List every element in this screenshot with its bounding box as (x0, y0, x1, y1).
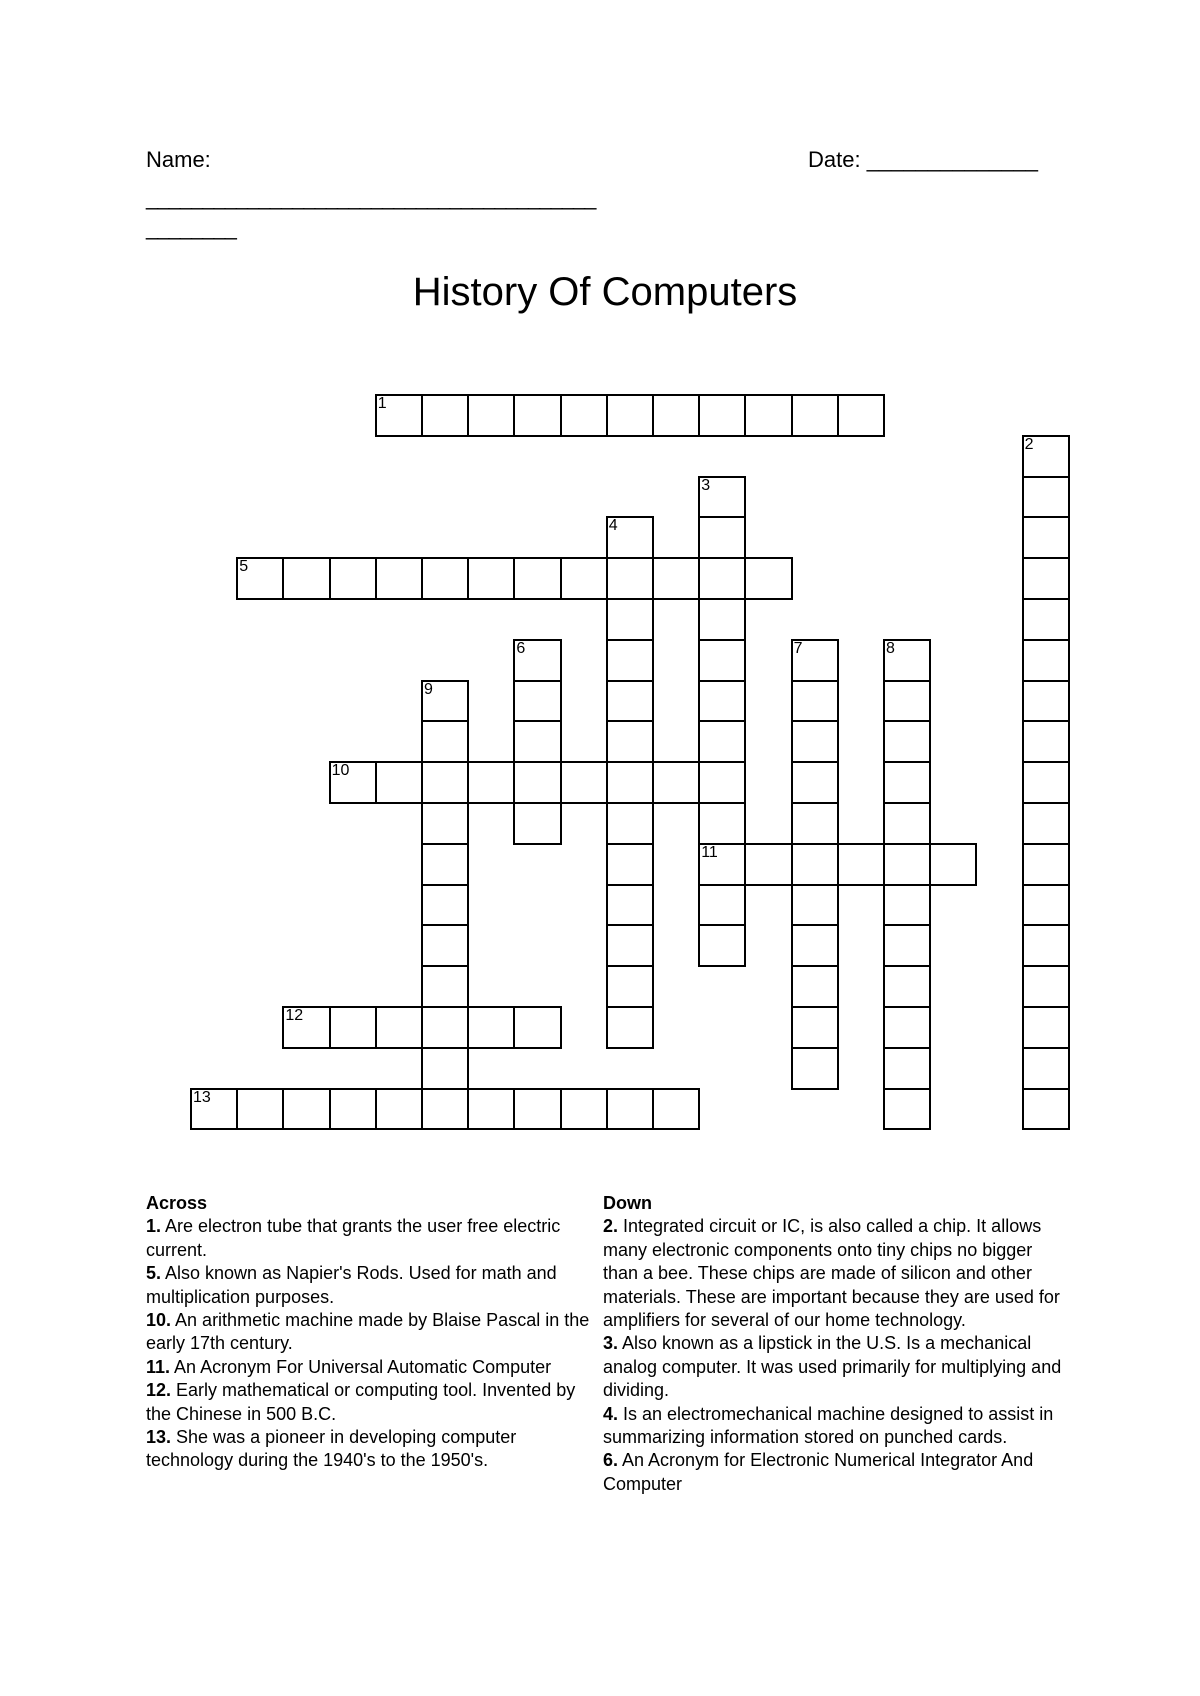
crossword-cell[interactable] (1022, 1006, 1070, 1049)
crossword-cell[interactable] (652, 761, 700, 804)
crossword-cell[interactable] (606, 394, 654, 437)
crossword-cell[interactable] (421, 720, 469, 763)
clue-number-label: 12 (285, 1007, 304, 1024)
across-clue (146, 1262, 602, 1309)
crossword-cell[interactable] (698, 639, 746, 682)
clue-number-label: 4 (608, 517, 618, 535)
clue-number-label: 2 (1024, 435, 1034, 453)
crossword-cell[interactable] (513, 720, 561, 763)
crossword-cell[interactable] (421, 884, 469, 927)
clue-text: She was a pioneer in developing computer technology during the 1940's to the 1950's. (146, 1427, 517, 1471)
clue-text: An Acronym for Electronic Numerical Integrator And Computer (603, 1450, 1034, 1494)
down-clue (603, 1449, 1063, 1496)
crossword-cell[interactable] (467, 394, 515, 437)
clue-number-label: 6 (516, 639, 526, 657)
crossword-cell[interactable] (513, 761, 561, 804)
crossword-cell[interactable] (883, 1088, 931, 1131)
crossword-cell[interactable] (791, 884, 839, 927)
crossword-cell[interactable] (883, 843, 931, 886)
across-clue (146, 1215, 602, 1262)
crossword-cell[interactable] (883, 965, 931, 1008)
clue-text: Also known as a lipstick in the U.S. Is a mechanical analog computer. It was used primarily for multiplying and dividing. (603, 1333, 1062, 1401)
crossword-cell[interactable] (837, 843, 885, 886)
down-clue (603, 1332, 1063, 1402)
crossword-cell[interactable] (421, 843, 469, 886)
crossword-cell[interactable] (791, 843, 839, 886)
crossword-cell[interactable] (883, 884, 931, 927)
crossword-cell[interactable] (606, 680, 654, 723)
crossword-cell[interactable] (883, 802, 931, 845)
down-clues (603, 1192, 1063, 1496)
crossword-cell[interactable] (421, 1006, 469, 1049)
crossword-cell[interactable] (652, 557, 700, 600)
crossword-cell[interactable] (421, 761, 469, 804)
crossword-cell[interactable] (698, 598, 746, 641)
crossword-cell[interactable] (606, 802, 654, 845)
clue-number: 13. (146, 1427, 172, 1448)
crossword-cell[interactable] (421, 394, 469, 437)
crossword-cell[interactable] (744, 394, 792, 437)
crossword-cell[interactable] (329, 557, 377, 600)
clue-number-label: 7 (793, 639, 803, 657)
crossword-cell[interactable] (837, 394, 885, 437)
crossword-cell[interactable] (698, 802, 746, 845)
crossword-cell[interactable] (883, 639, 931, 682)
crossword-cell[interactable] (1022, 680, 1070, 723)
crossword-cell[interactable] (421, 1047, 469, 1090)
clue-text: Integrated circuit or IC, is also called a chip. It allows many electronic components onto tiny chips no bigger than a bee. These chips are made of silicon and other materials. These are important because they are used for amplifiers for several of our home technology. (603, 1216, 1060, 1331)
crossword-cell[interactable] (606, 639, 654, 682)
crossword-cell[interactable] (375, 1006, 423, 1049)
crossword-cell[interactable] (606, 720, 654, 763)
crossword-cell[interactable] (698, 557, 746, 600)
clue-number: 12. (146, 1380, 172, 1401)
crossword-cell[interactable] (791, 1047, 839, 1090)
clue-number-label: 10 (331, 762, 350, 780)
crossword-cell[interactable] (606, 843, 654, 886)
crossword-cell[interactable] (698, 394, 746, 437)
crossword-cell[interactable] (883, 1047, 931, 1090)
crossword-cell[interactable] (791, 802, 839, 845)
clue-number: 4. (603, 1403, 619, 1424)
crossword-cell[interactable] (375, 1088, 423, 1131)
clue-text: An arithmetic machine made by Blaise Pascal in the early 17th century. (146, 1310, 590, 1354)
crossword-cell[interactable] (513, 680, 561, 723)
across-heading: Across (146, 1193, 208, 1213)
crossword-cell[interactable] (421, 965, 469, 1008)
crossword-cell[interactable] (606, 557, 654, 600)
across-clue (146, 1356, 602, 1379)
crossword-cell[interactable] (791, 965, 839, 1008)
clue-text: An Acronym For Universal Automatic Computer (170, 1356, 552, 1377)
across-clues (146, 1192, 602, 1473)
crossword-cell[interactable] (698, 843, 746, 886)
crossword-cell[interactable] (1022, 924, 1070, 967)
crossword-cell[interactable] (1022, 557, 1070, 600)
crossword-cell[interactable] (513, 1088, 561, 1131)
crossword-cell[interactable] (606, 598, 654, 641)
crossword-cell[interactable] (791, 924, 839, 967)
crossword-cell[interactable] (1022, 720, 1070, 763)
down-heading: Down (603, 1193, 652, 1213)
crossword-cell[interactable] (329, 1088, 377, 1131)
clue-number: 5. (146, 1263, 162, 1284)
crossword-cell[interactable] (1022, 598, 1070, 641)
crossword-cell[interactable] (883, 1006, 931, 1049)
crossword-cell[interactable] (513, 394, 561, 437)
crossword-cell[interactable] (883, 761, 931, 804)
clue-text: Early mathematical or computing tool. Invented by the Chinese in 500 B.C. (146, 1380, 576, 1424)
crossword-cell[interactable] (929, 843, 977, 886)
crossword-cell[interactable] (467, 1006, 515, 1049)
crossword-cell[interactable] (282, 1006, 330, 1049)
crossword-cell[interactable] (560, 1088, 608, 1131)
clue-number-label: 11 (701, 843, 718, 861)
crossword-cell[interactable] (1022, 639, 1070, 682)
date-label: Date: ______________ (808, 147, 1038, 172)
crossword-cell[interactable] (560, 394, 608, 437)
crossword-cell[interactable] (883, 924, 931, 967)
crossword-cell[interactable] (698, 516, 746, 559)
crossword-cell[interactable] (791, 720, 839, 763)
crossword-cell[interactable] (1022, 1047, 1070, 1090)
crossword-cell[interactable] (375, 557, 423, 600)
crossword-cell[interactable] (513, 557, 561, 600)
down-clue (603, 1215, 1063, 1332)
clue-number-label: 5 (239, 558, 249, 576)
crossword-cell[interactable] (421, 557, 469, 600)
crossword-cell[interactable] (513, 802, 561, 845)
crossword-cell[interactable] (883, 680, 931, 723)
crossword-cell[interactable] (698, 924, 746, 967)
crossword-cell[interactable] (606, 1006, 654, 1049)
crossword-cell[interactable] (1022, 884, 1070, 927)
crossword-cell[interactable] (329, 761, 377, 804)
crossword-cell[interactable] (791, 761, 839, 804)
crossword-cell[interactable] (744, 557, 792, 600)
clue-number: 6. (603, 1450, 619, 1471)
crossword-cell[interactable] (421, 1088, 469, 1131)
crossword-cell[interactable] (190, 1088, 238, 1131)
crossword-cell[interactable] (606, 965, 654, 1008)
crossword-cell[interactable] (606, 924, 654, 967)
crossword-cell[interactable] (883, 720, 931, 763)
clue-number-label: 9 (424, 680, 433, 698)
clue-text: Also known as Napier's Rods. Used for math and multiplication purposes. (146, 1263, 557, 1307)
crossword-cell[interactable] (560, 761, 608, 804)
crossword-cell[interactable] (698, 761, 746, 804)
crossword-cell[interactable] (791, 680, 839, 723)
crossword-cell[interactable] (1022, 802, 1070, 845)
clue-text: Is an electromechanical machine designed to assist in summarizing information stored on punched cards. (603, 1403, 1054, 1448)
crossword-cell[interactable] (467, 557, 515, 600)
name-label: Name: (146, 147, 211, 172)
crossword-cell[interactable] (698, 720, 746, 763)
crossword-cell[interactable] (421, 924, 469, 967)
crossword-cell[interactable] (1022, 1088, 1070, 1131)
crossword-cell[interactable] (236, 557, 284, 600)
crossword-cell[interactable] (375, 394, 423, 437)
clue-number: 1. (146, 1216, 162, 1237)
crossword-cell[interactable] (513, 639, 561, 682)
clue-number-label: 13 (193, 1088, 211, 1106)
crossword-cell[interactable] (1022, 965, 1070, 1008)
clue-number: 10. (146, 1310, 172, 1331)
crossword-cell[interactable] (1022, 843, 1070, 886)
crossword-cell[interactable] (560, 557, 608, 600)
crossword-cell[interactable] (652, 394, 700, 437)
crossword-cell[interactable] (282, 1088, 330, 1131)
clue-number: 3. (603, 1333, 619, 1354)
crossword-cell[interactable] (744, 843, 792, 886)
clue-number-label: 1 (377, 395, 387, 412)
clue-number: 11. (146, 1356, 171, 1377)
crossword-cell[interactable] (698, 680, 746, 723)
crossword-cell[interactable] (1022, 516, 1070, 559)
crossword-cell[interactable] (421, 802, 469, 845)
down-clue (603, 1403, 1063, 1450)
crossword-cell[interactable] (652, 1088, 700, 1131)
page-title: History Of Computers (412, 270, 798, 314)
clue-number-label: 3 (701, 476, 711, 494)
crossword-cell[interactable] (606, 516, 654, 559)
crossword-cell[interactable] (791, 394, 839, 437)
clue-number: 2. (603, 1216, 619, 1237)
crossword-cell[interactable] (791, 1006, 839, 1049)
crossword-cell[interactable] (606, 761, 654, 804)
crossword-cell[interactable] (513, 1006, 561, 1049)
crossword-cell[interactable] (791, 639, 839, 682)
across-clue (146, 1426, 602, 1473)
crossword-cell[interactable] (236, 1088, 284, 1131)
crossword-cell[interactable] (1022, 476, 1070, 519)
crossword-cell[interactable] (329, 1006, 377, 1049)
crossword-cell[interactable] (698, 884, 746, 927)
crossword-cell[interactable] (421, 680, 469, 723)
crossword-cell[interactable] (1022, 761, 1070, 804)
crossword-cell[interactable] (698, 476, 746, 519)
across-clue (146, 1309, 602, 1356)
crossword-cell[interactable] (282, 557, 330, 600)
name-line: ________________________________________________ (146, 185, 596, 240)
crossword-cell[interactable] (606, 884, 654, 927)
crossword-cell[interactable] (375, 761, 423, 804)
across-clue (146, 1379, 602, 1426)
clue-number-label: 8 (886, 639, 895, 657)
crossword-cell[interactable] (1022, 435, 1070, 478)
crossword-cell[interactable] (467, 761, 515, 804)
clue-text: Are electron tube that grants the user free electric current. (146, 1216, 561, 1260)
crossword-cell[interactable] (467, 1088, 515, 1131)
crossword-cell[interactable] (606, 1088, 654, 1131)
